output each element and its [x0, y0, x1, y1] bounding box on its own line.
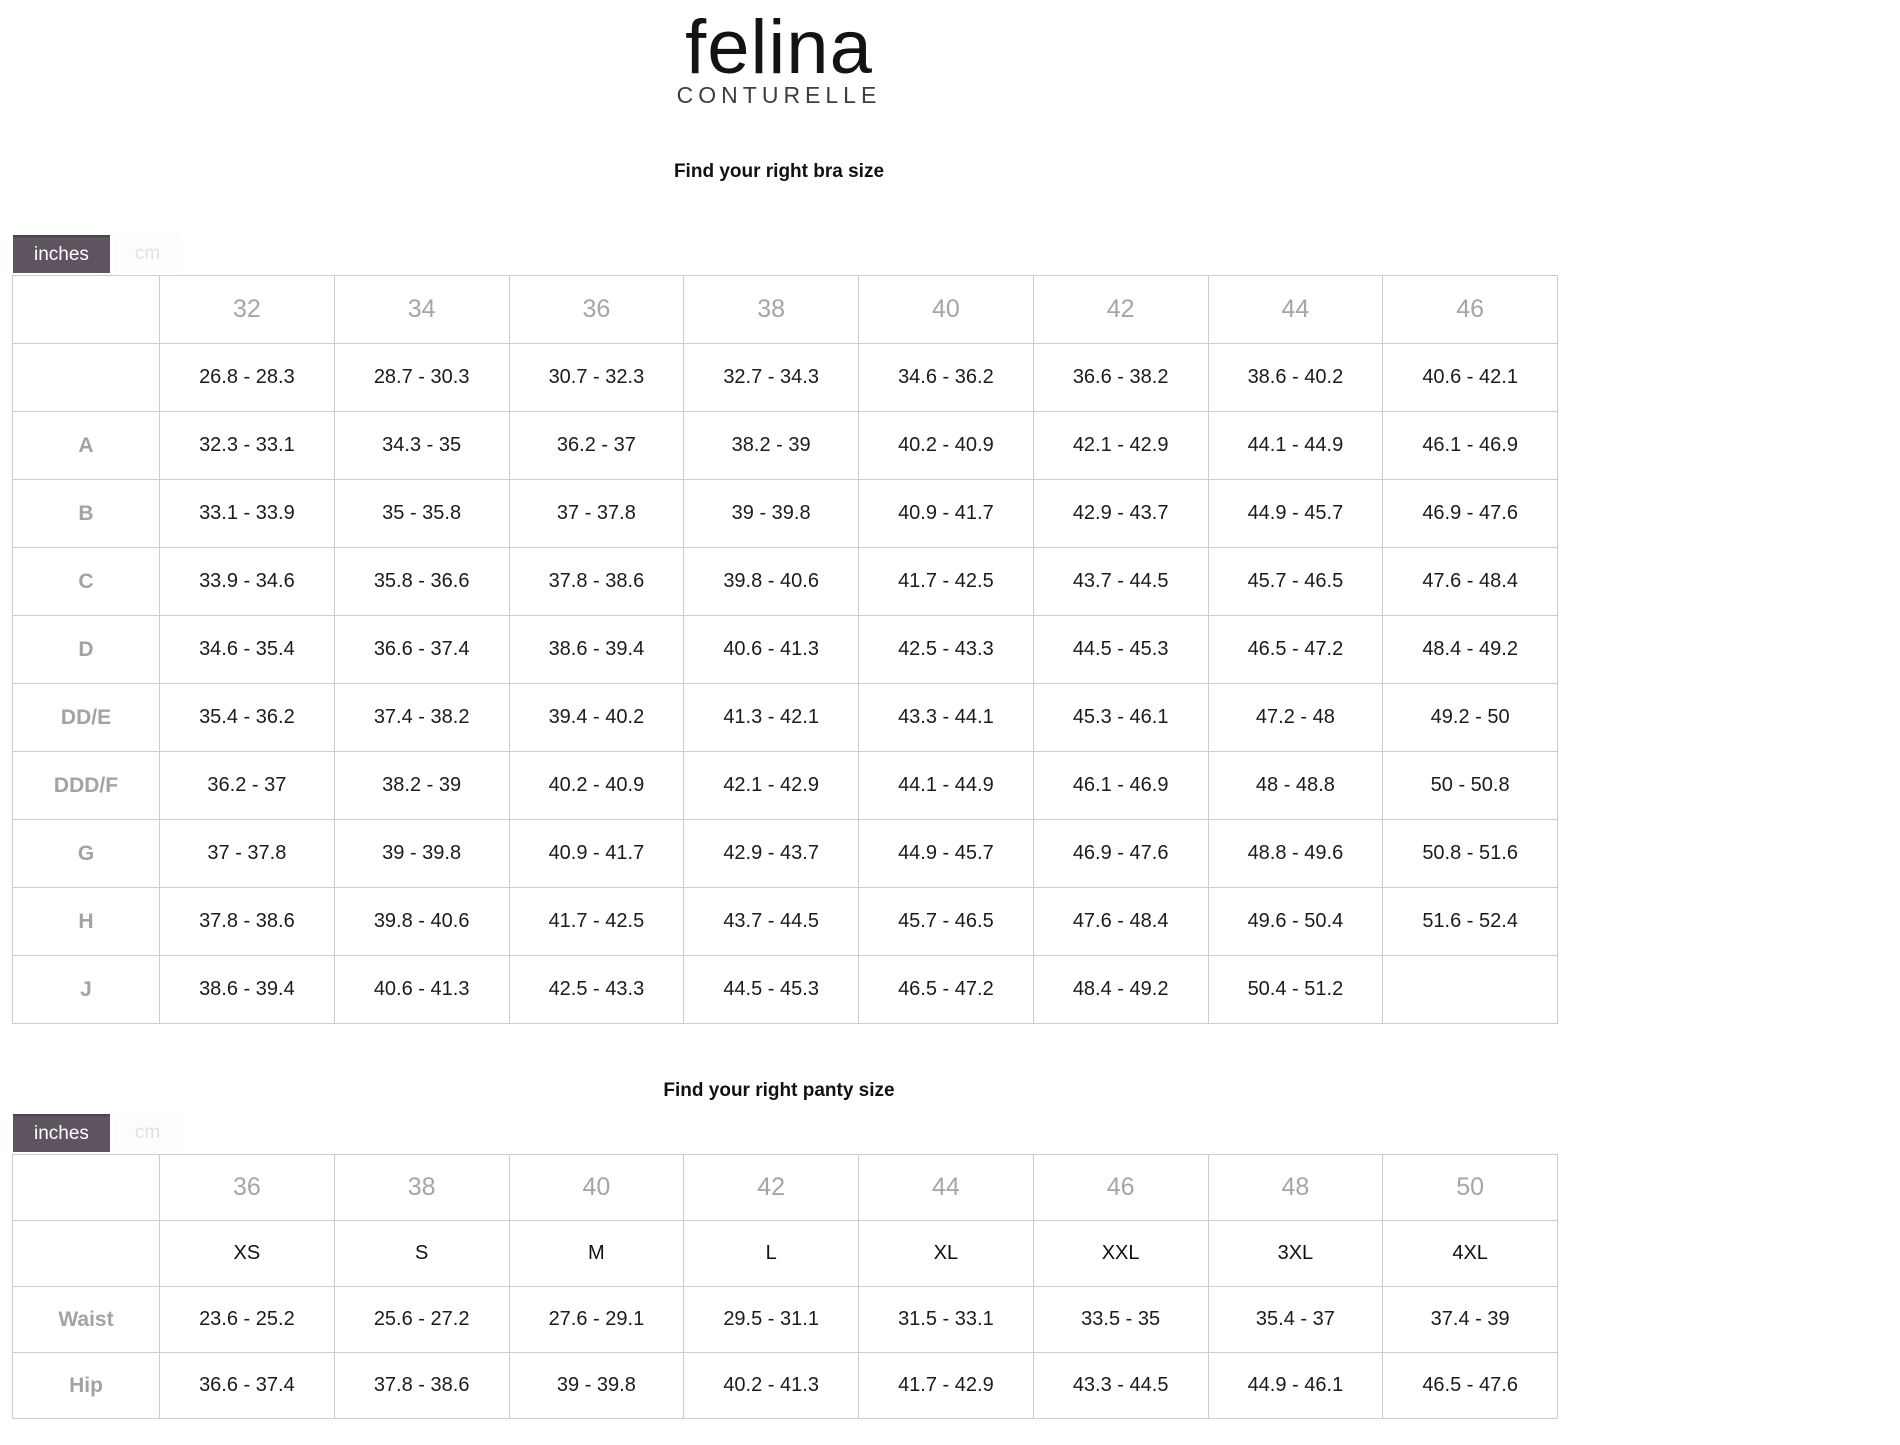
- numeric-size-header-cell: 38: [334, 1155, 509, 1221]
- brand-subtitle: CONTURELLE: [676, 82, 882, 108]
- measurement-cell: 34.6 - 35.4: [160, 616, 335, 684]
- measurement-cell: 36.6 - 37.4: [334, 616, 509, 684]
- measurement-cell: [1383, 956, 1558, 1024]
- table-row: [13, 888, 1558, 956]
- measurement-cell: 47.2 - 48: [1208, 684, 1383, 752]
- measurement-cell: 36.2 - 37: [509, 412, 684, 480]
- numeric-size-header-cell: 50: [1383, 1155, 1558, 1221]
- measurement-cell: 42.9 - 43.7: [1033, 480, 1208, 548]
- bra-section-title: Find your right bra size: [673, 161, 885, 182]
- measurement-cell: 42.5 - 43.3: [509, 956, 684, 1024]
- measurement-cell: 49.6 - 50.4: [1208, 888, 1383, 956]
- measurement-cell: 37.4 - 39: [1383, 1287, 1558, 1353]
- band-size-header-cell: 36: [509, 276, 684, 344]
- numeric-size-header-cell: 46: [1033, 1155, 1208, 1221]
- cup-label-cell: H: [13, 888, 160, 956]
- measurement-cell: 37.8 - 38.6: [160, 888, 335, 956]
- measurement-cell: 46.5 - 47.6: [1383, 1353, 1558, 1419]
- measurement-cell: 43.3 - 44.1: [859, 684, 1034, 752]
- measurement-cell: 33.9 - 34.6: [160, 548, 335, 616]
- measurement-cell: 50.8 - 51.6: [1383, 820, 1558, 888]
- table-row: [13, 1287, 1558, 1353]
- measurement-cell: 39 - 39.8: [684, 480, 859, 548]
- measurement-cell: 39.8 - 40.6: [334, 888, 509, 956]
- measurement-cell: 31.5 - 33.1: [859, 1287, 1034, 1353]
- measurement-cell: 45.3 - 46.1: [1033, 684, 1208, 752]
- measurement-cell: 50.4 - 51.2: [1208, 956, 1383, 1024]
- band-size-header-cell: 40: [859, 276, 1034, 344]
- bra-tab-cm[interactable]: cm: [114, 235, 181, 273]
- measurement-cell: 39.8 - 40.6: [684, 548, 859, 616]
- numeric-size-header-cell: 42: [684, 1155, 859, 1221]
- measurement-cell: 44.9 - 45.7: [859, 820, 1034, 888]
- bra-tab-inches[interactable]: inches: [13, 235, 110, 273]
- underbust-range-cell: 32.7 - 34.3: [684, 344, 859, 412]
- measurement-cell: 42.5 - 43.3: [859, 616, 1034, 684]
- letter-size-cell: 4XL: [1383, 1221, 1558, 1287]
- measurement-cell: 41.7 - 42.5: [509, 888, 684, 956]
- measurement-cell: 36.6 - 37.4: [160, 1353, 335, 1419]
- measurement-cell: 37 - 37.8: [509, 480, 684, 548]
- bra-size-table-body: [13, 276, 1558, 1024]
- numeric-size-header-cell: 36: [160, 1155, 335, 1221]
- underbust-range-cell: 36.6 - 38.2: [1033, 344, 1208, 412]
- panty-size-table-body: [13, 1155, 1558, 1419]
- measurement-cell: 45.7 - 46.5: [1208, 548, 1383, 616]
- measurement-cell: 41.7 - 42.5: [859, 548, 1034, 616]
- measurement-cell: 51.6 - 52.4: [1383, 888, 1558, 956]
- measurement-cell: 33.1 - 33.9: [160, 480, 335, 548]
- measurement-cell: 38.2 - 39: [334, 752, 509, 820]
- band-size-header-cell: 32: [160, 276, 335, 344]
- table-row: [13, 752, 1558, 820]
- corner-cell: [13, 1155, 160, 1221]
- panty-tab-cm[interactable]: cm: [114, 1114, 181, 1152]
- measurement-cell: 47.6 - 48.4: [1383, 548, 1558, 616]
- measurement-cell: 39 - 39.8: [509, 1353, 684, 1419]
- band-size-header-cell: 38: [684, 276, 859, 344]
- table-row: [13, 956, 1558, 1024]
- measurement-cell: 35.4 - 36.2: [160, 684, 335, 752]
- panty-section-title: Find your right panty size: [663, 1080, 895, 1101]
- panty-tab-inches[interactable]: inches: [13, 1114, 110, 1152]
- measurement-cell: 49.2 - 50: [1383, 684, 1558, 752]
- cup-label-cell: DD/E: [13, 684, 160, 752]
- measurement-cell: 48.4 - 49.2: [1383, 616, 1558, 684]
- measurement-cell: 35.8 - 36.6: [334, 548, 509, 616]
- measurement-cell: 42.1 - 42.9: [1033, 412, 1208, 480]
- cup-label-cell: G: [13, 820, 160, 888]
- measure-label-cell: Hip: [13, 1353, 160, 1419]
- table-row: [13, 344, 1558, 412]
- underbust-range-cell: 30.7 - 32.3: [509, 344, 684, 412]
- numeric-size-header-cell: 44: [859, 1155, 1034, 1221]
- measurement-cell: 47.6 - 48.4: [1033, 888, 1208, 956]
- measurement-cell: 46.5 - 47.2: [859, 956, 1034, 1024]
- measurement-cell: 36.2 - 37: [160, 752, 335, 820]
- measurement-cell: 33.5 - 35: [1033, 1287, 1208, 1353]
- measurement-cell: 46.9 - 47.6: [1033, 820, 1208, 888]
- letter-size-cell: M: [509, 1221, 684, 1287]
- measurement-cell: 48.4 - 49.2: [1033, 956, 1208, 1024]
- cup-label-cell: C: [13, 548, 160, 616]
- measurement-cell: 50 - 50.8: [1383, 752, 1558, 820]
- letter-size-cell: XXL: [1033, 1221, 1208, 1287]
- measure-label-cell: Waist: [13, 1287, 160, 1353]
- band-size-header-cell: 42: [1033, 276, 1208, 344]
- measurement-cell: 37.4 - 38.2: [334, 684, 509, 752]
- measurement-cell: 43.3 - 44.5: [1033, 1353, 1208, 1419]
- measurement-cell: 39 - 39.8: [334, 820, 509, 888]
- measurement-cell: 27.6 - 29.1: [509, 1287, 684, 1353]
- table-row: [13, 1353, 1558, 1419]
- table-row: [13, 480, 1558, 548]
- cup-label-cell: J: [13, 956, 160, 1024]
- measurement-cell: 45.7 - 46.5: [859, 888, 1034, 956]
- table-row: [13, 616, 1558, 684]
- measurement-cell: 40.9 - 41.7: [509, 820, 684, 888]
- measurement-cell: 40.2 - 41.3: [684, 1353, 859, 1419]
- table-row: [13, 548, 1558, 616]
- bra-size-section: [0, 161, 1558, 1024]
- cup-label-cell: B: [13, 480, 160, 548]
- measurement-cell: 40.6 - 41.3: [684, 616, 859, 684]
- measurement-cell: 38.6 - 39.4: [160, 956, 335, 1024]
- measurement-cell: 32.3 - 33.1: [160, 412, 335, 480]
- measurement-cell: 44.5 - 45.3: [1033, 616, 1208, 684]
- measurement-cell: 42.9 - 43.7: [684, 820, 859, 888]
- measurement-cell: 35 - 35.8: [334, 480, 509, 548]
- measurement-cell: 39.4 - 40.2: [509, 684, 684, 752]
- measurement-cell: 38.6 - 39.4: [509, 616, 684, 684]
- measurement-cell: 44.5 - 45.3: [684, 956, 859, 1024]
- panty-unit-tabs: [13, 1114, 1558, 1152]
- measurement-cell: 41.3 - 42.1: [684, 684, 859, 752]
- bra-size-table: [12, 275, 1558, 1024]
- cup-label-cell: D: [13, 616, 160, 684]
- table-row: [13, 276, 1558, 344]
- measurement-cell: 40.6 - 41.3: [334, 956, 509, 1024]
- measurement-cell: 37 - 37.8: [160, 820, 335, 888]
- underbust-range-cell: 38.6 - 40.2: [1208, 344, 1383, 412]
- band-size-header-cell: 34: [334, 276, 509, 344]
- measurement-cell: 40.9 - 41.7: [859, 480, 1034, 548]
- table-row: [13, 820, 1558, 888]
- letter-size-cell: 3XL: [1208, 1221, 1383, 1287]
- letter-size-cell: S: [334, 1221, 509, 1287]
- underbust-range-cell: 28.7 - 30.3: [334, 344, 509, 412]
- table-row: [13, 684, 1558, 752]
- measurement-cell: 48 - 48.8: [1208, 752, 1383, 820]
- measurement-cell: 46.5 - 47.2: [1208, 616, 1383, 684]
- measurement-cell: 44.9 - 46.1: [1208, 1353, 1383, 1419]
- measurement-cell: 40.2 - 40.9: [509, 752, 684, 820]
- letter-size-cell: XL: [859, 1221, 1034, 1287]
- band-size-header-cell: 44: [1208, 276, 1383, 344]
- measurement-cell: 44.1 - 44.9: [859, 752, 1034, 820]
- cup-label-cell: DDD/F: [13, 752, 160, 820]
- measurement-cell: 38.2 - 39: [684, 412, 859, 480]
- bra-unit-tabs: [13, 235, 1558, 273]
- measurement-cell: 35.4 - 37: [1208, 1287, 1383, 1353]
- measurement-cell: 25.6 - 27.2: [334, 1287, 509, 1353]
- row-label-cell: [13, 344, 160, 412]
- measurement-cell: 46.1 - 46.9: [1033, 752, 1208, 820]
- letter-size-cell: L: [684, 1221, 859, 1287]
- numeric-size-header-cell: 40: [509, 1155, 684, 1221]
- numeric-size-header-cell: 48: [1208, 1155, 1383, 1221]
- measurement-cell: 43.7 - 44.5: [1033, 548, 1208, 616]
- measurement-cell: 34.3 - 35: [334, 412, 509, 480]
- table-row: [13, 412, 1558, 480]
- measurement-cell: 40.2 - 40.9: [859, 412, 1034, 480]
- measurement-cell: 46.1 - 46.9: [1383, 412, 1558, 480]
- band-size-header-cell: 46: [1383, 276, 1558, 344]
- measurement-cell: 46.9 - 47.6: [1383, 480, 1558, 548]
- underbust-range-cell: 34.6 - 36.2: [859, 344, 1034, 412]
- measurement-cell: 44.1 - 44.9: [1208, 412, 1383, 480]
- table-row: [13, 1221, 1558, 1287]
- measurement-cell: 43.7 - 44.5: [684, 888, 859, 956]
- measurement-cell: 37.8 - 38.6: [334, 1353, 509, 1419]
- measurement-cell: 42.1 - 42.9: [684, 752, 859, 820]
- cup-label-cell: A: [13, 412, 160, 480]
- underbust-range-cell: 40.6 - 42.1: [1383, 344, 1558, 412]
- measurement-cell: 23.6 - 25.2: [160, 1287, 335, 1353]
- measurement-cell: 29.5 - 31.1: [684, 1287, 859, 1353]
- brand-name: felina: [685, 5, 873, 90]
- measurement-cell: 41.7 - 42.9: [859, 1353, 1034, 1419]
- panty-size-section: [0, 1080, 1558, 1419]
- measurement-cell: 37.8 - 38.6: [509, 548, 684, 616]
- panty-size-table: [12, 1154, 1558, 1419]
- measurement-cell: 44.9 - 45.7: [1208, 480, 1383, 548]
- corner-cell: [13, 276, 160, 344]
- letter-size-cell: XS: [160, 1221, 335, 1287]
- measurement-cell: 48.8 - 49.6: [1208, 820, 1383, 888]
- brand-logo: [0, 0, 1558, 109]
- underbust-range-cell: 26.8 - 28.3: [160, 344, 335, 412]
- table-row: [13, 1155, 1558, 1221]
- row-label-cell: [13, 1221, 160, 1287]
